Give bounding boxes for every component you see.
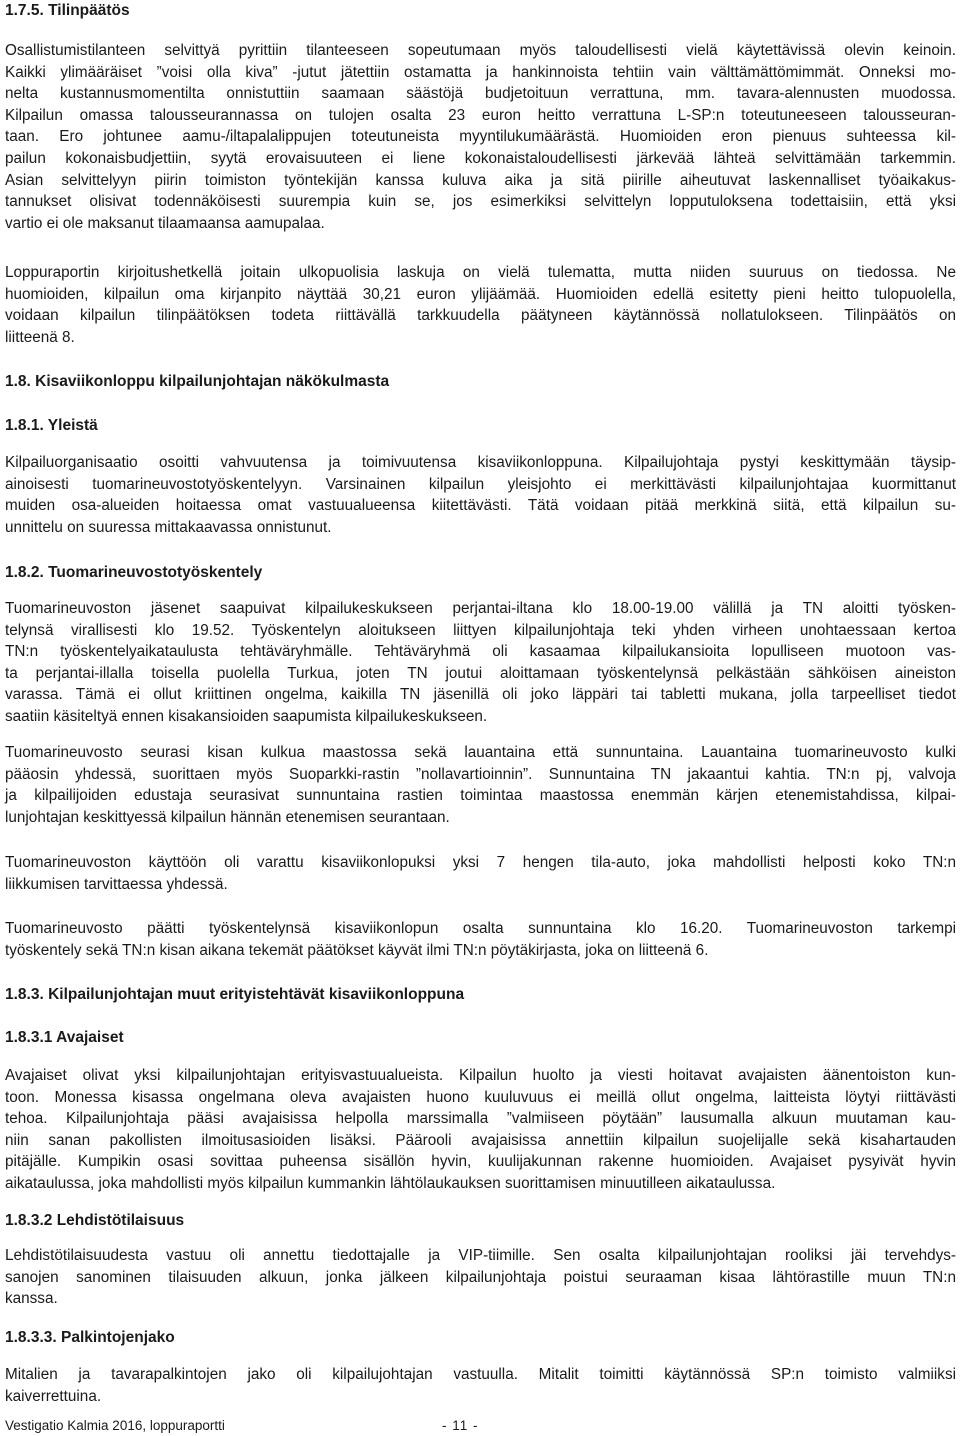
heading-1-8-3: 1.8.3. Kilpailunjohtajan muut erityistehtävät kisaviikonloppuna <box>5 986 465 1003</box>
footer-page-number: - 11 - <box>442 1418 479 1433</box>
heading-1-8-1: 1.8.1. Yleistä <box>5 417 98 434</box>
paragraph-tilinpaatos-1: Osallistumistilanteen selvittyä pyrittiin tilanteeseen sopeutumaan myös taloudellisesti vielä käytettävissä olevin keinoin. Kaikki ylimääräiset ”voisi olla kiva” -jutut jätettiin ostamatta ja hankinnoista tehtiin vain välttämättömimmät. Onneksi mo- nelta kustannusmomentilta onnistuttiin saamaan säästöjä budjetoituun verrattuna, mm. tavara-alennusten muodossa. Kilpailun omassa talousseurannassa on tulojen osalta 23 euron heitto verrattuna L-SP:n toteutuneeseen talousseuran- taan. Ero johtunee aamu-/iltapalalippujen toteutuneista myyntilukumäärästä. Huomioiden eron pienuus suhteessa kil- pailun kokonaisbudjettiin, syytä erovaisuuteen ei liene kokonaistaloudellisesti järkevää lähteä selvittämään tarkemmin. Asian selvittelyyn piirin toimiston työntekijän kanssa kuluva aika ja sitä piirille aiheutuvat laskennalliset työaikakus- tannukset olisivat todennäköisesti suurempia kuin se, jos esimerkiksi selvittelyn lopputuloksena todettaisiin, että yksi vartio ei ole maksanut tilaamaansa aamupalaa. <box>5 42 956 232</box>
paragraph-tuomarineuvosto-3: Tuomarineuvoston käyttöön oli varattu kisaviikonlopuksi yksi 7 hengen tila-auto, joka mahdollisti helposti koko TN:n liikkumisen tarvittaessa yhdessä. <box>5 854 956 893</box>
heading-1-7-5: 1.7.5. Tilinpäätös <box>5 2 130 19</box>
heading-1-8-2: 1.8.2. Tuomarineuvostotyöskentely <box>5 564 263 581</box>
heading-1-8-3-1: 1.8.3.1 Avajaiset <box>5 1029 124 1046</box>
heading-1-8-3-2: 1.8.3.2 Lehdistötilaisuus <box>5 1212 185 1229</box>
paragraph-tilinpaatos-2: Loppuraportin kirjoitushetkellä joitain ulkopuolisia laskuja on vielä tulematta, mutta niiden suuruus on tiedossa. Ne huomioiden, kilpailun oma kirjanpito näyttää 30,21 euron ylijäämää. Huomioiden edellä esitetty pieni heitto tulopuolella, voidaan kilpailun tilinpäätöksen todeta riittävällä tarkkuudella päätyneen käytännössä nollatulokseen. Tilinpäätös on liitteenä 8. <box>5 264 956 346</box>
heading-1-8: 1.8. Kisaviikonloppu kilpailunjohtajan näkökulmasta <box>5 373 390 390</box>
paragraph-avajaiset: Avajaiset olivat yksi kilpailunjohtajan erityisvastuualueista. Kilpailun huolto ja viesti hoitavat avajaisten äänentoiston kun- toon. Monessa kisassa ongelmana oleva avajaisten huono kuuluvuus ei meillä ollut ongelma, laitteista löytyi riittävästi tehoa. Kilpailunjohtaja pääsi avajaisissa helpolla marssimalla ”valmiiseen pöytään” lausumalla alkuun muutaman kau- niin sanan pakollisten ilmoitusasioiden lisäksi. Päärooli avajaisissa annettiin kilpailun suojelijalle sekä kisahartauden pitäjälle. Kumpikin osasi sovittaa puheensa sisällön hyvin, kuulijakunnan rakenne huomioiden. Avajaiset pysyivät hyvin aikataulussa, joka mahdollisti myös kilpailun kummankin lähtölaukauksen suorittamisen minuutilleen aikataulussa. <box>5 1067 956 1192</box>
paragraph-tuomarineuvosto-1: Tuomarineuvoston jäsenet saapuivat kilpailukeskukseen perjantai-iltana klo 18.00-19.00 välillä ja TN aloitti työsken- telynsä virallisesti klo 19.52. Työskentelyn aloitukseen liittyen kilpailunjohtaja teki yhden virheen unohtaessaan kertoa TN:n työskentelyaikataulusta tehtäväryhmälle. Tehtäväryhmä oli kasaamaa kilpailukansioita lopulliseen muotoon vas- ta perjantai-illalla toisella puolella Turkua, joten TN joutui aloittamaan työskentelynsä pelkästään sähköisen aineiston varassa. Tämä ei ollut kriittinen ongelma, kaikilla TN jäsenillä oli joko läppäri tai tabletti mukana, jolla tarpeelliset tiedot saatiin käsiteltyä ennen kisakansioiden saapumista kilpailukeskukseen. <box>5 600 956 725</box>
paragraph-lehdistotilaisuus: Lehdistötilaisuudesta vastuu oli annettu tiedottajalle ja VIP-tiimille. Sen osalta kilpailunjohtajan rooliksi jäi tervehdys- sanojen sanominen tilaisuuden alkuun, jonka jälkeen kilpailunjohtaja poistui seuraaman kisaa lähtörastille muun TN:n kanssa. <box>5 1247 956 1308</box>
paragraph-yleista: Kilpailuorganisaatio osoitti vahvuutensa ja toimivuutensa kisaviikonloppuna. Kilpailujohtaja pystyi keskittymään täysip- ainoisesti tuomarineuvostotyöskentelyyn. Varsinainen kilpailun yleisjohto ei merkittävästi kilpailunjohtajaa kuormittanut muiden osa-alueiden hoitaessa omat vastuualueensa kiitettävästi. Tätä voidaan pitää merkkinä siitä, että kilpailun su- unnittelu on suuressa mittakaavassa onnistunut. <box>5 454 956 536</box>
heading-1-8-3-3: 1.8.3.3. Palkintojenjako <box>5 1329 175 1346</box>
footer-document-title: Vestigatio Kalmia 2016, loppuraportti <box>5 1418 225 1433</box>
page-footer <box>5 1417 956 1435</box>
paragraph-palkintojenjako: Mitalien ja tavarapalkintojen jako oli kilpailujohtajan vastuulla. Mitalit toimitti käytännössä SP:n toimisto valmiiksi kaiverrettuina. <box>5 1366 956 1405</box>
paragraph-tuomarineuvosto-4: Tuomarineuvosto päätti työskentelynsä kisaviikonlopun osalta sunnuntaina klo 16.20. Tuomarineuvoston tarkempi työskentely sekä TN:n kisan aikana tekemät päätökset käyvät ilmi TN:n pöytäkirjasta, joka on liitteenä 6. <box>5 920 956 959</box>
paragraph-tuomarineuvosto-2: Tuomarineuvosto seurasi kisan kulkua maastossa sekä lauantaina että sunnuntaina. Lauantaina tuomarineuvosto kulki pääosin yhdessä, suorittaen myös Suoparkki-rastin ”nollavartioinnin”. Sunnuntaina TN jakaantui kahtia. TN:n pj, valvoja ja kilpailijoiden edustaja seurasivat sunnuntaina rastien toimintaa maastossa enemmän kärjen etenemistahdissa, kilpai- lunjohtajan keskittyessä kilpailun hännän etenemisen seurantaan. <box>5 744 956 826</box>
